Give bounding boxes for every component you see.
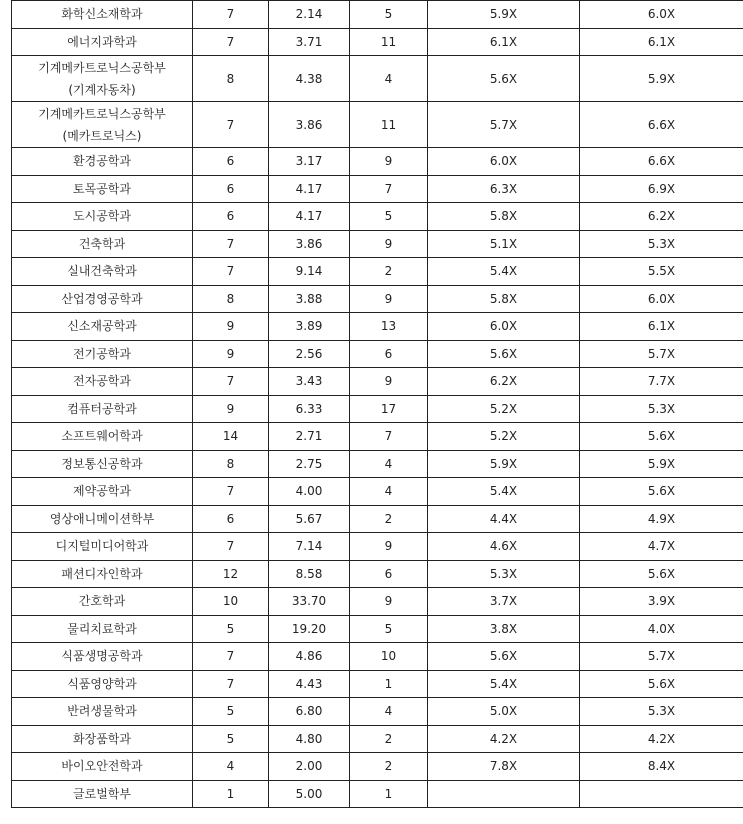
department-cell <box>12 478 193 506</box>
table-row <box>12 423 743 451</box>
department-name-line: 물리치료학과 <box>67 621 137 636</box>
value-cell-col5: 5.4X <box>428 258 580 286</box>
value-cell-col4: 9 <box>350 148 428 176</box>
value-cell-col4: 10 <box>350 643 428 671</box>
value-cell-col5: 5.6X <box>428 56 580 102</box>
value-cell-col3: 3.86 <box>269 230 350 258</box>
department-name-line: 반려생물학과 <box>67 704 137 719</box>
value-cell-col5: 3.8X <box>428 615 580 643</box>
department-cell <box>12 230 193 258</box>
department-name-line: 에너지과학과 <box>67 34 137 49</box>
value-cell-col3: 33.70 <box>269 588 350 616</box>
table-row <box>12 478 743 506</box>
value-cell-col2: 6 <box>193 505 269 533</box>
value-cell-col2: 10 <box>193 588 269 616</box>
value-cell-col5: 5.1X <box>428 230 580 258</box>
value-cell-col6: 6.1X <box>580 28 743 56</box>
department-cell <box>12 28 193 56</box>
department-cell <box>12 340 193 368</box>
value-cell-col5: 3.7X <box>428 588 580 616</box>
value-cell-col5: 6.1X <box>428 28 580 56</box>
value-cell-col6: 5.3X <box>580 395 743 423</box>
value-cell-col4: 9 <box>350 368 428 396</box>
value-cell-col2: 7 <box>193 1 269 29</box>
value-cell-col3: 3.71 <box>269 28 350 56</box>
value-cell-col5: 6.0X <box>428 313 580 341</box>
department-name-line: 기계메카트로닉스공학부 <box>38 106 166 121</box>
value-cell-col4: 13 <box>350 313 428 341</box>
value-cell-col3: 9.14 <box>269 258 350 286</box>
value-cell-col6: 6.2X <box>580 203 743 231</box>
table-row <box>12 533 743 561</box>
value-cell-col3: 2.14 <box>269 1 350 29</box>
value-cell-col5: 5.0X <box>428 698 580 726</box>
department-cell <box>12 450 193 478</box>
value-cell-col6: 4.9X <box>580 505 743 533</box>
table-row <box>12 175 743 203</box>
admissions-table-container <box>11 0 743 808</box>
value-cell-col2: 8 <box>193 450 269 478</box>
department-cell <box>12 56 193 102</box>
value-cell-col6: 5.6X <box>580 478 743 506</box>
value-cell-col2: 5 <box>193 725 269 753</box>
value-cell-col6: 5.7X <box>580 643 743 671</box>
value-cell-col3: 19.20 <box>269 615 350 643</box>
value-cell-col4: 2 <box>350 753 428 781</box>
value-cell-col3: 3.88 <box>269 285 350 313</box>
department-name-line: 패션디자인학과 <box>61 566 143 581</box>
department-cell <box>12 505 193 533</box>
table-row <box>12 560 743 588</box>
table-row <box>12 450 743 478</box>
value-cell-col5: 5.9X <box>428 450 580 478</box>
table-row <box>12 698 743 726</box>
department-name-line: (메카트로닉스) <box>62 128 142 143</box>
value-cell-col4: 1 <box>350 780 428 808</box>
value-cell-col6 <box>580 780 743 808</box>
department-cell <box>12 698 193 726</box>
value-cell-col3: 4.43 <box>269 670 350 698</box>
table-row <box>12 643 743 671</box>
value-cell-col4: 11 <box>350 28 428 56</box>
table-row <box>12 203 743 231</box>
value-cell-col6: 5.9X <box>580 450 743 478</box>
value-cell-col3: 2.71 <box>269 423 350 451</box>
department-cell <box>12 102 193 148</box>
department-cell <box>12 395 193 423</box>
value-cell-col5: 5.2X <box>428 423 580 451</box>
value-cell-col5: 5.4X <box>428 670 580 698</box>
value-cell-col6: 5.6X <box>580 670 743 698</box>
value-cell-col5: 5.8X <box>428 285 580 313</box>
value-cell-col6: 6.9X <box>580 175 743 203</box>
value-cell-col4: 2 <box>350 505 428 533</box>
value-cell-col2: 7 <box>193 230 269 258</box>
table-row <box>12 102 743 148</box>
value-cell-col6: 5.5X <box>580 258 743 286</box>
value-cell-col3: 6.80 <box>269 698 350 726</box>
department-cell <box>12 725 193 753</box>
value-cell-col3: 4.86 <box>269 643 350 671</box>
value-cell-col2: 9 <box>193 313 269 341</box>
value-cell-col6: 5.9X <box>580 56 743 102</box>
value-cell-col5: 7.8X <box>428 753 580 781</box>
department-name-line: (기계자동차) <box>68 82 136 97</box>
table-row <box>12 313 743 341</box>
value-cell-col2: 5 <box>193 615 269 643</box>
value-cell-col2: 1 <box>193 780 269 808</box>
value-cell-col2: 5 <box>193 698 269 726</box>
value-cell-col6: 6.0X <box>580 1 743 29</box>
value-cell-col4: 1 <box>350 670 428 698</box>
value-cell-col2: 7 <box>193 670 269 698</box>
department-name-line: 식품생명공학과 <box>61 649 143 664</box>
table-row <box>12 1 743 29</box>
value-cell-col6: 5.6X <box>580 560 743 588</box>
department-name-line: 전자공학과 <box>73 374 131 389</box>
value-cell-col3: 6.33 <box>269 395 350 423</box>
table-row <box>12 615 743 643</box>
value-cell-col5: 6.3X <box>428 175 580 203</box>
value-cell-col4: 5 <box>350 203 428 231</box>
table-row <box>12 258 743 286</box>
value-cell-col2: 6 <box>193 148 269 176</box>
value-cell-col3: 4.17 <box>269 203 350 231</box>
value-cell-col2: 7 <box>193 478 269 506</box>
department-name-line: 글로벌학부 <box>73 786 131 801</box>
value-cell-col2: 7 <box>193 258 269 286</box>
department-name-line: 건축학과 <box>78 236 126 251</box>
department-cell <box>12 368 193 396</box>
value-cell-col6: 4.0X <box>580 615 743 643</box>
department-cell <box>12 588 193 616</box>
value-cell-col5: 4.4X <box>428 505 580 533</box>
department-cell <box>12 175 193 203</box>
value-cell-col3: 4.00 <box>269 478 350 506</box>
value-cell-col3: 3.89 <box>269 313 350 341</box>
value-cell-col4: 9 <box>350 533 428 561</box>
value-cell-col5: 5.4X <box>428 478 580 506</box>
value-cell-col2: 6 <box>193 175 269 203</box>
table-row <box>12 28 743 56</box>
department-cell <box>12 533 193 561</box>
value-cell-col5: 5.3X <box>428 560 580 588</box>
department-name-line: 산업경영공학과 <box>61 291 143 306</box>
department-cell <box>12 643 193 671</box>
value-cell-col6: 5.3X <box>580 698 743 726</box>
value-cell-col5: 5.8X <box>428 203 580 231</box>
table-row <box>12 395 743 423</box>
value-cell-col4: 7 <box>350 175 428 203</box>
value-cell-col4: 2 <box>350 258 428 286</box>
value-cell-col4: 11 <box>350 102 428 148</box>
department-name-line: 신소재공학과 <box>67 319 137 334</box>
department-cell <box>12 285 193 313</box>
table-row <box>12 230 743 258</box>
value-cell-col2: 9 <box>193 395 269 423</box>
department-name-line: 소프트웨어학과 <box>61 429 143 444</box>
department-name-line: 컴퓨터공학과 <box>67 401 137 416</box>
value-cell-col6: 3.9X <box>580 588 743 616</box>
value-cell-col2: 12 <box>193 560 269 588</box>
value-cell-col4: 7 <box>350 423 428 451</box>
value-cell-col6: 7.7X <box>580 368 743 396</box>
department-name-line: 토목공학과 <box>73 181 131 196</box>
value-cell-col5: 5.9X <box>428 1 580 29</box>
value-cell-col2: 7 <box>193 102 269 148</box>
value-cell-col2: 7 <box>193 28 269 56</box>
value-cell-col2: 8 <box>193 56 269 102</box>
value-cell-col2: 14 <box>193 423 269 451</box>
value-cell-col2: 7 <box>193 533 269 561</box>
value-cell-col4: 4 <box>350 450 428 478</box>
value-cell-col2: 6 <box>193 203 269 231</box>
value-cell-col3: 8.58 <box>269 560 350 588</box>
department-cell <box>12 148 193 176</box>
department-name-line: 화장품학과 <box>73 731 131 746</box>
value-cell-col5: 4.2X <box>428 725 580 753</box>
value-cell-col4: 5 <box>350 1 428 29</box>
value-cell-col6: 6.6X <box>580 148 743 176</box>
value-cell-col6: 5.3X <box>580 230 743 258</box>
value-cell-col5 <box>428 780 580 808</box>
value-cell-col6: 8.4X <box>580 753 743 781</box>
admissions-table <box>11 0 743 808</box>
department-name-line: 화학신소재학과 <box>61 7 143 22</box>
value-cell-col4: 9 <box>350 588 428 616</box>
department-cell <box>12 753 193 781</box>
value-cell-col3: 2.56 <box>269 340 350 368</box>
department-name-line: 환경공학과 <box>73 154 131 169</box>
department-name-line: 바이오안전학과 <box>61 759 143 774</box>
value-cell-col3: 5.00 <box>269 780 350 808</box>
value-cell-col6: 5.7X <box>580 340 743 368</box>
value-cell-col4: 2 <box>350 725 428 753</box>
value-cell-col5: 5.7X <box>428 102 580 148</box>
value-cell-col4: 6 <box>350 560 428 588</box>
value-cell-col3: 2.75 <box>269 450 350 478</box>
value-cell-col5: 5.6X <box>428 340 580 368</box>
value-cell-col4: 5 <box>350 615 428 643</box>
value-cell-col5: 6.0X <box>428 148 580 176</box>
value-cell-col6: 4.2X <box>580 725 743 753</box>
department-cell <box>12 670 193 698</box>
department-cell <box>12 313 193 341</box>
value-cell-col4: 4 <box>350 698 428 726</box>
value-cell-col3: 4.17 <box>269 175 350 203</box>
table-row <box>12 780 743 808</box>
department-name-line: 영상애니메이션학부 <box>49 511 155 526</box>
table-row <box>12 588 743 616</box>
value-cell-col4: 9 <box>350 230 428 258</box>
table-row <box>12 725 743 753</box>
value-cell-col2: 8 <box>193 285 269 313</box>
value-cell-col4: 9 <box>350 285 428 313</box>
department-name-line: 디지털미디어학과 <box>55 539 149 554</box>
department-name-line: 식품영양학과 <box>67 676 137 691</box>
value-cell-col2: 9 <box>193 340 269 368</box>
department-name-line: 기계메카트로닉스공학부 <box>38 60 166 75</box>
table-row <box>12 148 743 176</box>
value-cell-col5: 6.2X <box>428 368 580 396</box>
table-row <box>12 505 743 533</box>
value-cell-col6: 6.6X <box>580 102 743 148</box>
department-cell <box>12 780 193 808</box>
value-cell-col5: 5.6X <box>428 643 580 671</box>
value-cell-col3: 5.67 <box>269 505 350 533</box>
table-row <box>12 56 743 102</box>
value-cell-col3: 3.86 <box>269 102 350 148</box>
table-row <box>12 753 743 781</box>
value-cell-col2: 4 <box>193 753 269 781</box>
value-cell-col2: 7 <box>193 643 269 671</box>
table-row <box>12 285 743 313</box>
value-cell-col4: 4 <box>350 56 428 102</box>
value-cell-col6: 6.1X <box>580 313 743 341</box>
department-name-line: 전기공학과 <box>73 346 131 361</box>
value-cell-col6: 4.7X <box>580 533 743 561</box>
value-cell-col3: 3.43 <box>269 368 350 396</box>
department-cell <box>12 203 193 231</box>
department-cell <box>12 1 193 29</box>
value-cell-col3: 3.17 <box>269 148 350 176</box>
department-name-line: 제약공학과 <box>73 484 131 499</box>
value-cell-col5: 5.2X <box>428 395 580 423</box>
table-row <box>12 368 743 396</box>
value-cell-col6: 6.0X <box>580 285 743 313</box>
value-cell-col3: 4.38 <box>269 56 350 102</box>
value-cell-col2: 7 <box>193 368 269 396</box>
value-cell-col5: 4.6X <box>428 533 580 561</box>
department-name-line: 도시공학과 <box>73 209 131 224</box>
department-cell <box>12 615 193 643</box>
value-cell-col3: 4.80 <box>269 725 350 753</box>
table-body <box>12 1 743 808</box>
table-row <box>12 340 743 368</box>
value-cell-col3: 2.00 <box>269 753 350 781</box>
department-name-line: 정보통신공학과 <box>61 456 143 471</box>
department-name-line: 간호학과 <box>78 594 126 609</box>
department-cell <box>12 560 193 588</box>
value-cell-col6: 5.6X <box>580 423 743 451</box>
value-cell-col4: 6 <box>350 340 428 368</box>
table-row <box>12 670 743 698</box>
value-cell-col4: 17 <box>350 395 428 423</box>
department-name-line: 실내건축학과 <box>67 264 137 279</box>
value-cell-col3: 7.14 <box>269 533 350 561</box>
value-cell-col4: 4 <box>350 478 428 506</box>
department-cell <box>12 258 193 286</box>
department-cell <box>12 423 193 451</box>
